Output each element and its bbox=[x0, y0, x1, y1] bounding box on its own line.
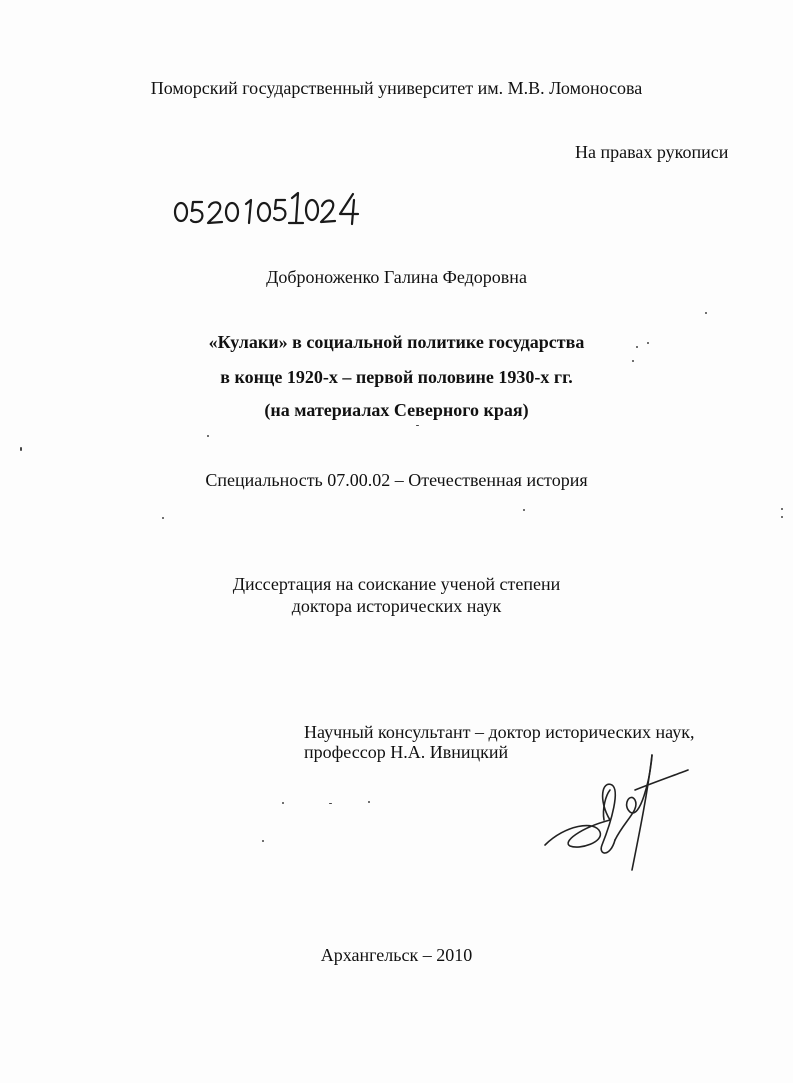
scan-speck bbox=[781, 516, 783, 518]
archive-number-handwritten bbox=[172, 190, 372, 230]
author-name: Доброноженко Галина Федоровна bbox=[266, 267, 527, 287]
scan-speck bbox=[636, 346, 638, 348]
scan-speck bbox=[781, 508, 783, 510]
consultant-line-1: Научный консультант – доктор исторических наук, bbox=[304, 722, 695, 742]
scan-speck bbox=[282, 802, 284, 804]
scan-speck bbox=[523, 509, 525, 511]
place-and-year: Архангельск – 2010 bbox=[320, 945, 473, 965]
specialty: Специальность 07.00.02 – Отечественная история bbox=[205, 470, 588, 490]
scan-speck bbox=[632, 360, 634, 362]
scan-speck bbox=[416, 425, 419, 426]
title-line-3: (на материалах Северного края) bbox=[264, 400, 529, 420]
scan-speck bbox=[647, 342, 649, 344]
scan-speck bbox=[368, 801, 370, 803]
degree-line-1: Диссертация на соискание ученой степени bbox=[232, 574, 561, 594]
university-name: Поморский государственный университет им. М.В. Ломоносова bbox=[150, 78, 643, 98]
signature-image bbox=[540, 750, 690, 875]
scan-speck bbox=[262, 840, 264, 842]
scan-speck bbox=[705, 312, 707, 314]
scan-speck bbox=[162, 517, 164, 519]
scan-speck bbox=[20, 447, 22, 451]
title-line-1: «Кулаки» в социальной политике государства bbox=[208, 332, 585, 352]
consultant-line-2: профессор Н.А. Ивницкий bbox=[304, 742, 509, 762]
title-line-2: в конце 1920-х – первой половине 1930-х гг. bbox=[220, 367, 573, 387]
scan-speck bbox=[207, 435, 209, 437]
manuscript-note: На правах рукописи bbox=[575, 142, 729, 162]
scan-speck bbox=[329, 803, 332, 804]
degree-line-2: доктора исторических наук bbox=[291, 596, 502, 616]
